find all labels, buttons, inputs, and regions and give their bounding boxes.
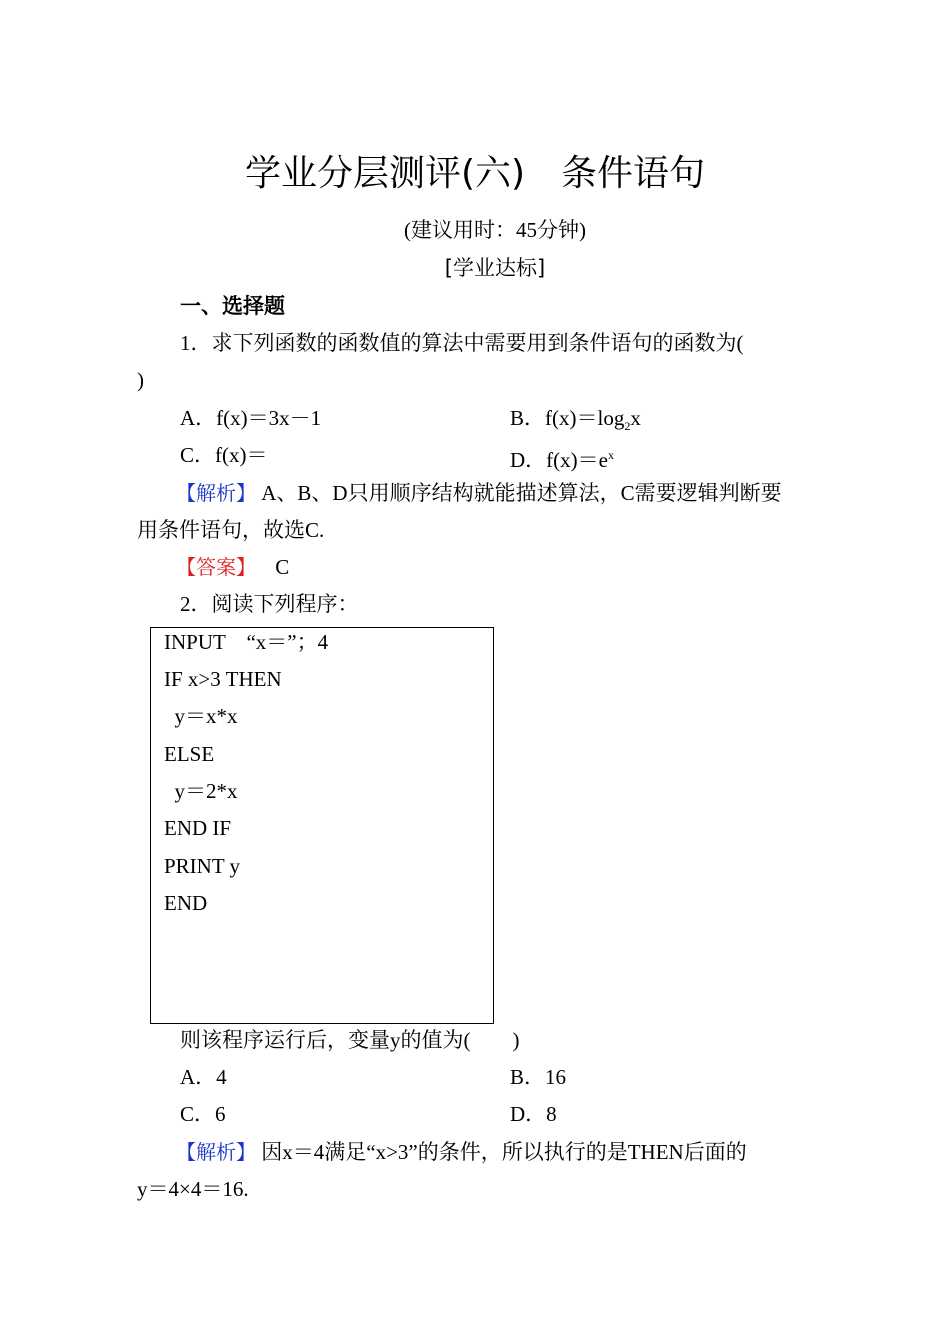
code-line: y＝x*x (164, 704, 238, 728)
q1-option-b-base: 2 (624, 419, 631, 434)
q2-analysis-text: 因x＝4满足“x>3”的条件，所以执行的是THEN后面的 (261, 1140, 747, 1164)
q1-option-a: A．f(x)＝3x－1 (180, 406, 322, 430)
q1-answer (176, 553, 289, 581)
q1-stem: 1．求下列函数的函数值的算法中需要用到条件语句的函数为( (180, 331, 744, 355)
time-hint: (建议用时：45分钟) (404, 218, 586, 242)
q1-option-d (510, 441, 614, 474)
q2-analysis (176, 1138, 747, 1166)
q1-option-b (510, 404, 641, 440)
q1-analysis-tag: 【解析】 (176, 481, 256, 505)
q1-option-b-main: B．f(x)＝log (510, 406, 625, 430)
q2-analysis-cont: y＝4×4＝16. (137, 1177, 249, 1201)
q2-option-b: B．16 (510, 1065, 567, 1089)
q2-option-a: A．4 (180, 1065, 227, 1089)
page-title: 学业分层测评(六) 条件语句 (244, 153, 706, 194)
q2-option-c: C．6 (180, 1102, 226, 1126)
q1-answer-value: C (275, 555, 290, 579)
code-line: ELSE (164, 742, 215, 766)
q2-analysis-tag: 【解析】 (176, 1140, 256, 1164)
q1-analysis-cont: 用条件语句，故选C. (137, 518, 325, 542)
q1-option-b-var: x (630, 406, 641, 430)
q2-stem: 2．阅读下列程序： (180, 592, 359, 616)
code-line: y＝2*x (164, 779, 238, 803)
q2-question: 则该程序运行后，变量y的值为( ) (180, 1028, 520, 1052)
q1-analysis-text: A、B、D只用顺序结构就能描述算法，C需要逻辑判断要 (261, 481, 782, 505)
q1-answer-tag: 【答案】 (176, 555, 256, 579)
q1-stem-end: ) (137, 368, 144, 392)
code-line: INPUT “x＝”；4 (164, 630, 329, 654)
code-line: IF x>3 THEN (164, 667, 282, 691)
level-label: [学业达标] (444, 256, 546, 280)
q1-option-d-main: D．f(x)＝e (510, 448, 608, 472)
q1-analysis (176, 479, 782, 507)
q1-option-c: C．f(x)＝ (180, 443, 268, 467)
q1-option-d-exp: x (607, 448, 614, 462)
section-heading: 一、选择题 (180, 294, 285, 318)
code-line: END (164, 891, 208, 915)
q2-option-d: D．8 (510, 1102, 557, 1126)
code-line: END IF (164, 816, 232, 840)
code-line: PRINT y (164, 854, 241, 878)
